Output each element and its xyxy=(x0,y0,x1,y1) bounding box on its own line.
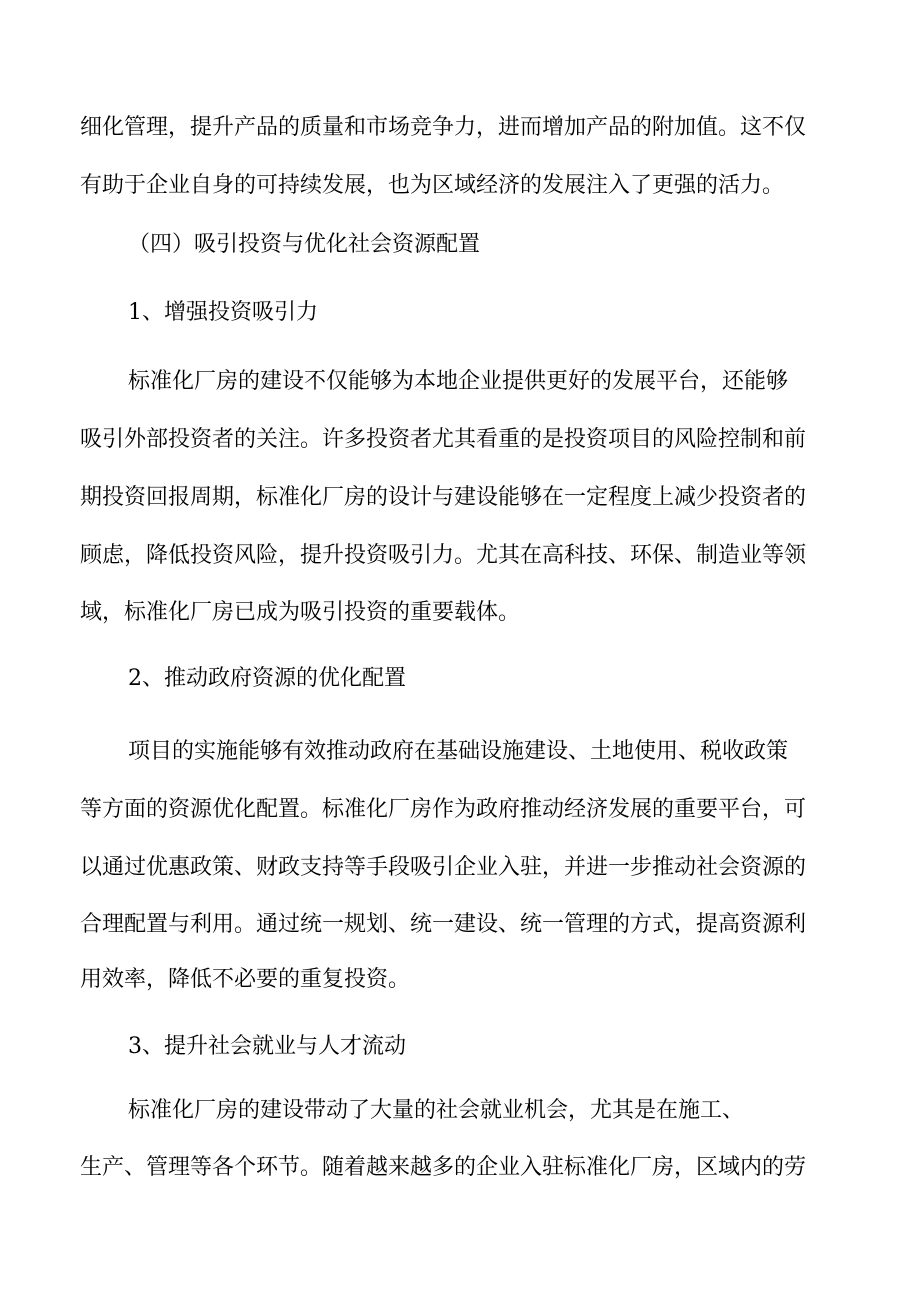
body-text-line: 期投资回报周期，标准化厂房的设计与建设能够在一定程度上减少投资者的 xyxy=(80,485,807,510)
body-text-line: 等方面的资源优化配置。标准化厂房作为政府推动经济发展的重要平台，可 xyxy=(80,797,807,822)
body-text-line: 吸引外部投资者的关注。许多投资者尤其看重的是投资项目的风险控制和前 xyxy=(80,427,807,452)
body-text-line: 合理配置与利用。通过统一规划、统一建设、统一管理的方式，提高资源利 xyxy=(80,912,807,937)
body-text-line: 域，标准化厂房已成为吸引投资的重要载体。 xyxy=(80,600,521,625)
body-text-line: 项目的实施能够有效推动政府在基础设施建设、土地使用、税收政策 xyxy=(128,739,789,764)
body-text-line: 用效率，降低不必要的重复投资。 xyxy=(80,967,411,992)
body-text-line: 以通过优惠政策、财政支持等手段吸引企业入驻，并进一步推动社会资源的 xyxy=(80,855,807,880)
body-text-line: 生产、管理等各个环节。随着越来越多的企业入驻标准化厂房，区域内的劳 xyxy=(80,1155,807,1180)
body-text-line: 标准化厂房的建设不仅能够为本地企业提供更好的发展平台，还能够 xyxy=(128,369,789,394)
section-heading: （四）吸引投资与优化社会资源配置 xyxy=(128,232,481,257)
body-text-line: 有助于企业自身的可持续发展，也为区域经济的发展注入了更强的活力。 xyxy=(80,173,785,198)
subsection-heading: 3、提升社会就业与人才流动 xyxy=(128,1034,406,1059)
body-text-line: 顾虑，降低投资风险，提升投资吸引力。尤其在高科技、环保、制造业等领 xyxy=(80,543,807,568)
body-text-line: 细化管理，提升产品的质量和市场竞争力，进而增加产品的附加值。这不仅 xyxy=(80,115,807,140)
subsection-heading: 2、推动政府资源的优化配置 xyxy=(128,666,406,691)
subsection-heading: 1、增强投资吸引力 xyxy=(128,300,318,325)
body-text-line: 标准化厂房的建设带动了大量的社会就业机会，尤其是在施工、 xyxy=(128,1098,745,1123)
